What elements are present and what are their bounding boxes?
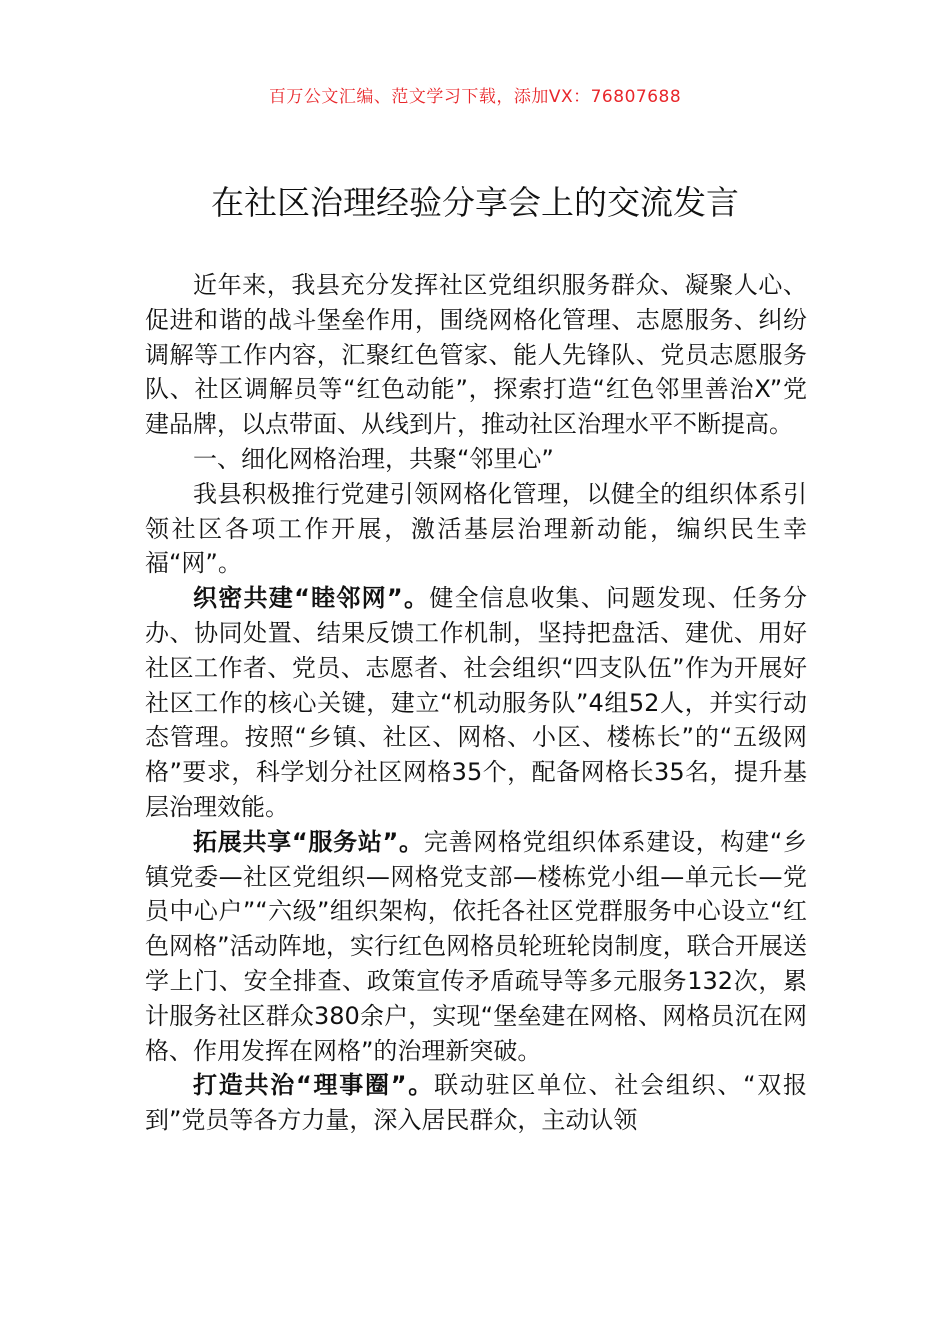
header-note: 百万公文汇编、范文学习下载，添加VX：76807688 (268, 87, 682, 107)
paragraph-text: 近年来，我县充分发挥社区党组织服务群众、凝聚人心、促进和谐的战斗堡垒作用，围绕网格化管理、志愿服务、纠纷调解等工作内容，汇聚红色管家、能人先锋队、党员志愿服务队、社区调解员等“红色动能”，探索打造“红色邻里善治X”党建品牌，以点带面、从线到片，推动社区治理水平不断提高。 (145, 271, 807, 439)
paragraph-council-circle (145, 1068, 807, 1138)
paragraph-neighbor-network (145, 581, 807, 825)
paragraph-text: 联动驻区单位、社会组织、“双报到”党员等各方力量，深入居民群众，主动认领 (145, 1071, 808, 1135)
paragraph-lead: 拓展共享“服务站”。 (193, 827, 424, 856)
paragraph-section-intro (145, 477, 807, 581)
page-title: 在社区治理经验分享会上的交流发言 (211, 183, 739, 222)
section-heading-text: 一、细化网格治理，共聚“邻里心” (193, 444, 554, 473)
paragraph-intro (145, 268, 807, 442)
paragraph-service-station (145, 825, 807, 1069)
section-heading (145, 442, 807, 477)
document-body (145, 268, 807, 1138)
paragraph-text: 完善网格党组织体系建设，构建“乡镇党委—社区党组织—网格党支部—楼栋党小组—单元长—党员中心户”“六级”组织架构，依托各社区党群服务中心设立“红色网格”活动阵地，实行红色网格员轮班轮岗制度，联合开展送学上门、安全排查、政策宣传矛盾疏导等多元服务132次，累计服务社区群众380余户，实现“堡垒建在网格、网格员沉在网格、作用发挥在网格”的治理新突破。 (145, 827, 808, 1065)
paragraph-lead: 织密共建“睦邻网”。 (193, 584, 430, 613)
paragraph-lead: 打造共治“理事圈”。 (193, 1071, 435, 1100)
paragraph-text: 健全信息收集、问题发现、任务分办、协同处置、结果反馈工作机制，坚持把盘活、建优、用好社区工作者、党员、志愿者、社会组织“四支队伍”作为开展好社区工作的核心关键，建立“机动服务队”4组52人，并实行动态管理。按照“乡镇、社区、网格、小区、楼栋长”的“五级网格”要求，科学划分社区网格35个，配备网格长35名，提升基层治理效能。 (145, 584, 808, 821)
paragraph-text: 我县积极推行党建引领网格化管理，以健全的组织体系引领社区各项工作开展，激活基层治理新动能，编织民生幸福“网”。 (145, 479, 807, 578)
